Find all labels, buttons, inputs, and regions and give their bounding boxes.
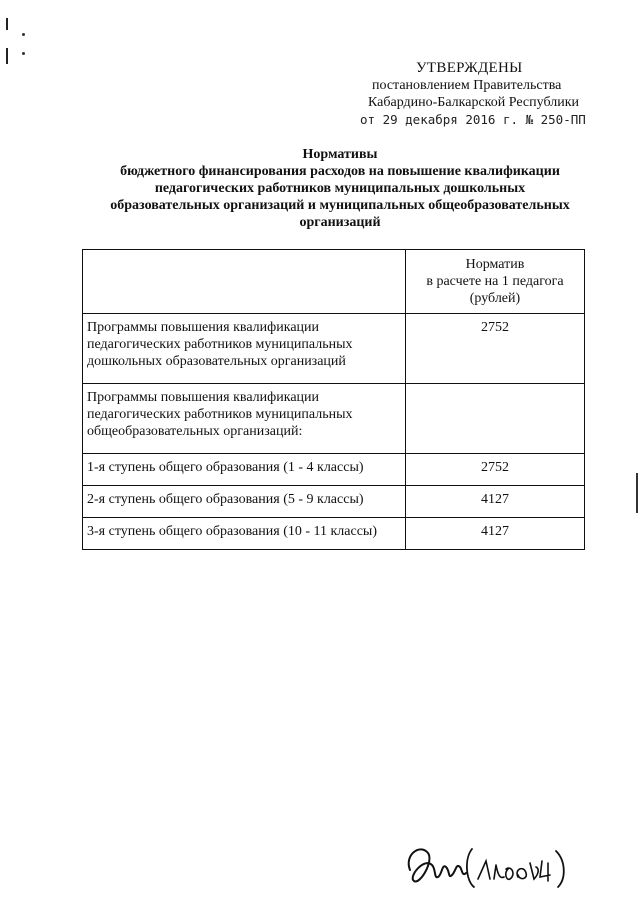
approval-line: постановлением Правительства: [372, 78, 562, 93]
table-header-row: [83, 250, 585, 314]
header-text: (рублей): [469, 291, 521, 306]
program-label: дошкольных образовательных организаций: [87, 354, 346, 369]
heading-line: педагогических работников муниципальных дошкольных: [154, 181, 526, 196]
header-empty-cell: [83, 250, 406, 314]
norm-value-cell: [405, 384, 584, 454]
scan-dot: [22, 33, 25, 36]
table-row: [83, 384, 585, 454]
header-norm-cell: [405, 250, 584, 314]
stage-label-cell: 1-я ступень общего образования (1 - 4 классы): [83, 454, 406, 486]
table-row: [83, 454, 585, 486]
program-label: Программы повышения квалификации: [87, 320, 320, 335]
table-row: [83, 486, 585, 518]
stage-label-cell: 2-я ступень общего образования (5 - 9 классы): [83, 486, 406, 518]
scan-mark: [6, 48, 8, 64]
header-text: Норматив: [465, 257, 525, 272]
norm-value-cell: 2752: [405, 454, 584, 486]
norm-value-cell: 4127: [405, 518, 584, 550]
program-label-cell: [83, 384, 406, 454]
program-label: общеобразовательных организаций:: [87, 424, 303, 439]
heading-line: бюджетного финансирования расходов на повышение квалификации: [120, 164, 560, 179]
program-label: педагогических работников муниципальных: [87, 337, 353, 352]
approval-stamp: [360, 60, 640, 128]
approval-title: УТВЕРЖДЕНЫ: [416, 60, 523, 76]
stage-label-cell: 3-я ступень общего образования (10 - 11 классы): [83, 518, 406, 550]
approval-date-line: от 29 декабря 2016 г. № 250-ПП: [360, 112, 586, 127]
document-heading: [70, 146, 610, 231]
program-label: Программы повышения квалификации: [87, 390, 320, 405]
norm-value-cell: 4127: [405, 486, 584, 518]
scan-mark: [6, 18, 8, 30]
scan-dot: [22, 52, 25, 55]
program-label-cell: [83, 314, 406, 384]
table-row: [83, 314, 585, 384]
scan-mark: [636, 473, 638, 513]
norms-table: [82, 249, 585, 550]
norm-value-cell: 2752: [405, 314, 584, 384]
heading-title: Нормативы: [302, 147, 378, 162]
heading-line: организаций: [299, 215, 381, 230]
heading-line: образовательных организаций и муниципальных общеобразовательных: [110, 198, 570, 213]
table-row: [83, 518, 585, 550]
program-label: педагогических работников муниципальных: [87, 407, 353, 422]
header-text: в расчете на 1 педагога: [426, 274, 564, 289]
handwritten-signature: [400, 835, 580, 895]
approval-line: Кабардино-Балкарской Республики: [368, 95, 579, 110]
